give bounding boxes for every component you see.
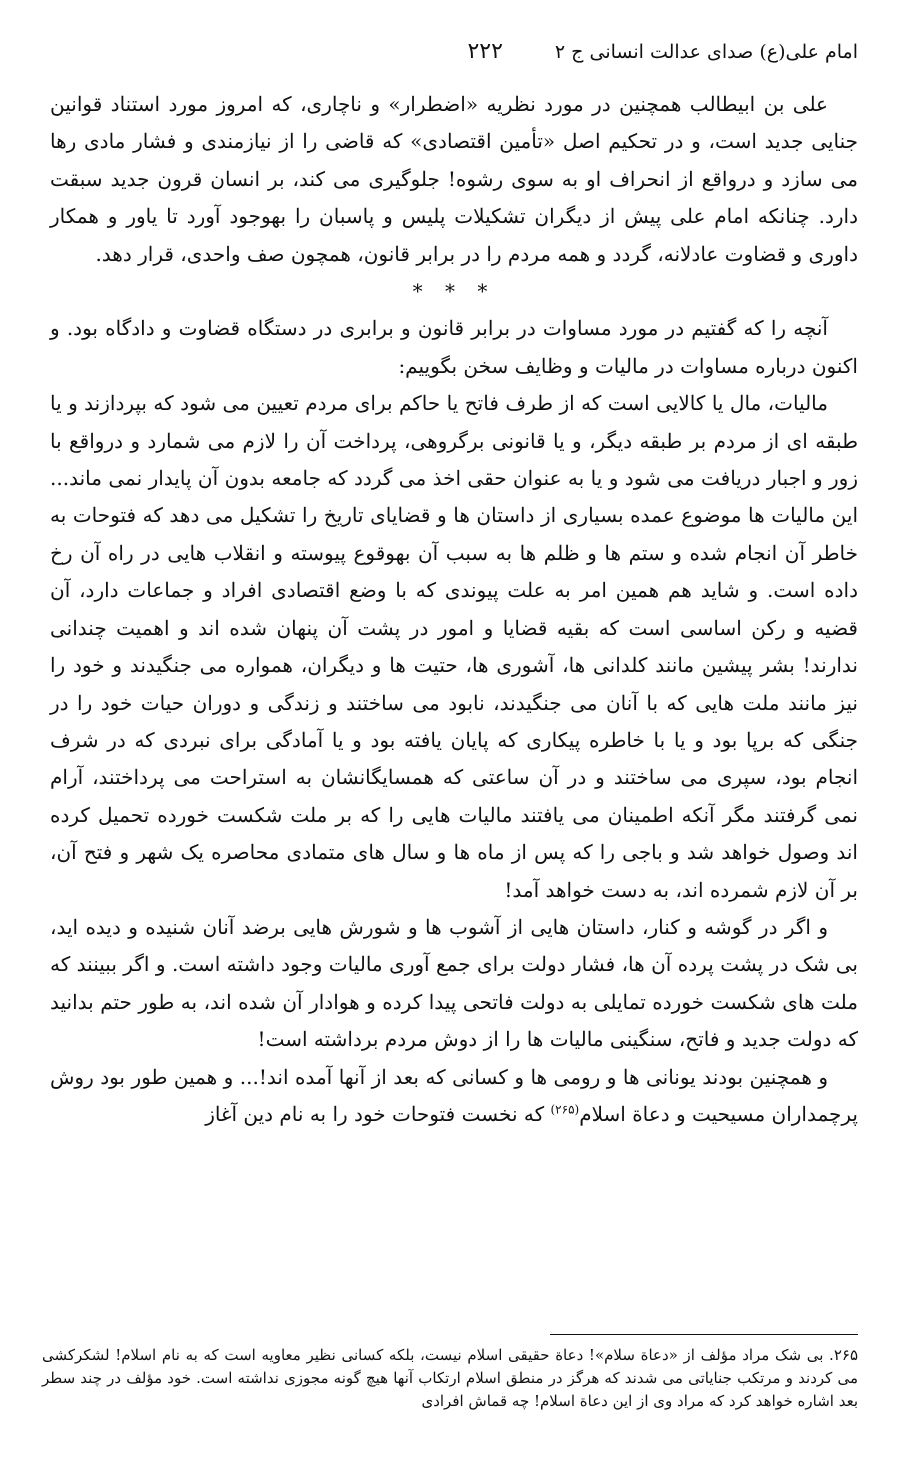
footnote-reference[interactable]: (۲۶۵) [550,1102,580,1117]
paragraph: آنچه را که گفتیم در مورد مساوات در برابر قانون و برابری در دستگاه قضاوت و دادگاه بود. و اکنون درباره مساوات در مالیات و وظایف سخن بگوییم: [50,316,858,378]
paragraph-text: که نخست فتوحات خود را به نام دین آغاز [205,1101,551,1126]
page-number: ۲۲۲ [467,39,503,64]
book-title-header: امام علی(ع) صدای عدالت انسانی ج ۲ [554,41,858,63]
paragraph [50,1059,858,1134]
paragraph-text: و همچنین بودند یونانی ها و رومی ها و کسانی که بعد از آنها آمده اند!... و همین طور بود روش پرچمداران مسیحیت و دعاة اسلام [50,1064,858,1126]
paragraph: علی بن ابیطالب همچنین در مورد نظریه «اضطرار» و ناچاری، که امروز مورد استناد قوانین جنایی جدید است، و در تحکیم اصل «تأمین اقتصادی» که قاضی را از نیازمندی و فشار مادی رها می سازد و درواقع از انحراف او به سوی رشوه! جلوگیری می کند، بر انسان قرون جدید سبقت دارد. چنانکه امام علی پیش از دیگران تشکیلات پلیس و پاسبان را بهوجود آورد تا یاور و همکار داوری و قضاوت عادلانه، گردد و همه مردم را در برابر قانون، همچون صف واحدی، قرار دهد. [50,92,858,266]
separator-asterisks: * * * [412,279,496,304]
main-text [50,86,858,1133]
running-header [42,34,858,70]
footnote-265: ۲۶۵. بی شک مراد مؤلف از «دعاة سلام»! دعاة حقیقی اسلام نیست، بلکه کسانی نظیر معاویه است که به نام اسلام! لشکرکشی می کردند و مرتکب جنایاتی می شدند که هرگز در منطق اسلام ارتکاب آنها هیچ گونه مجوزی نداشته است. خود مؤلف در چند سطر بعد اشاره خواهد کرد که مراد وی از این دعاة اسلام! چه قماش افرادی [42,1346,858,1410]
paragraph: و اگر در گوشه و کنار، داستان هایی از آشوب ها و شورش هایی برضد آنان شنیده و دیده اید، بی شک در پشت پرده آن ها، فشار دولت برای جمع آوری مالیات وجود داشته است. و اگر ببینند که ملت های شکست خورده تمایلی به دولت فاتحی پیدا کرده و هوادار آن شده اند، به طور حتم بدانید که دولت جدید و فاتح، سنگینی مالیات ها را از دوش مردم برداشته است! [50,914,858,1052]
footnotes [42,1344,858,1413]
section-separator [50,273,858,310]
footnote-divider [550,1334,858,1335]
paragraph: مالیات، مال یا کالایی است که از طرف فاتح یا حاکم برای مردم تعیین می شود که بپردازند و یا طبقه ای از مردم بر طبقه دیگر، و یا قانونی برگروهی، پرداخت آن را لازم می شمارد و درواقع با زور و اجبار دریافت می شود و یا به عنوان حقی اخذ می گردد که جامعه بدون آن پایدار نمی ماند... این مالیات ها موضوع عمده بسیاری از داستان ها و قضایای تاریخ را تشکیل می دهد که فتوحات به خاطر آن انجام شده و ستم ها و ظلم ها به سبب آن بهوقوع پیوسته و انقلاب هایی در راه آن رخ داده است. و شاید هم همین امر به علت پیوندی که با وضع اقتصادی افراد و جماعات دارد، آن قضیه و رکن اساسی است که بقیه قضایا و امور در پشت آن پنهان شده اند و اهمیت چندانی ندارند! بشر پیشین مانند کلدانی ها، آشوری ها، حتیت ها و دیگران، همواره می جنگیدند و خود را نیز مانند ملت هایی که با آنان می جنگیدند، نابود می ساختند و زندگی و دوران حیات خود را در جنگی که برپا بود و یا با خاطره پیکاری که پایان یافته بود و یا آمادگی برای نبردی که در شرف انجام بود، سپری می ساختند و در آن ساعتی که همسایگانشان به استراحت می پرداختند، آرام نمی گرفتند مگر آنکه اطمینان می یافتند مالیات هایی را که بر ملت شکست خورده تحمیل کرده اند وصول خواهد شد و باجی را که پس از ماه ها و سال های متمادی محاصره یک شهر و فتح آن، بر آن لازم شمرده اند، به دست خواهد آمد! [50,391,859,902]
